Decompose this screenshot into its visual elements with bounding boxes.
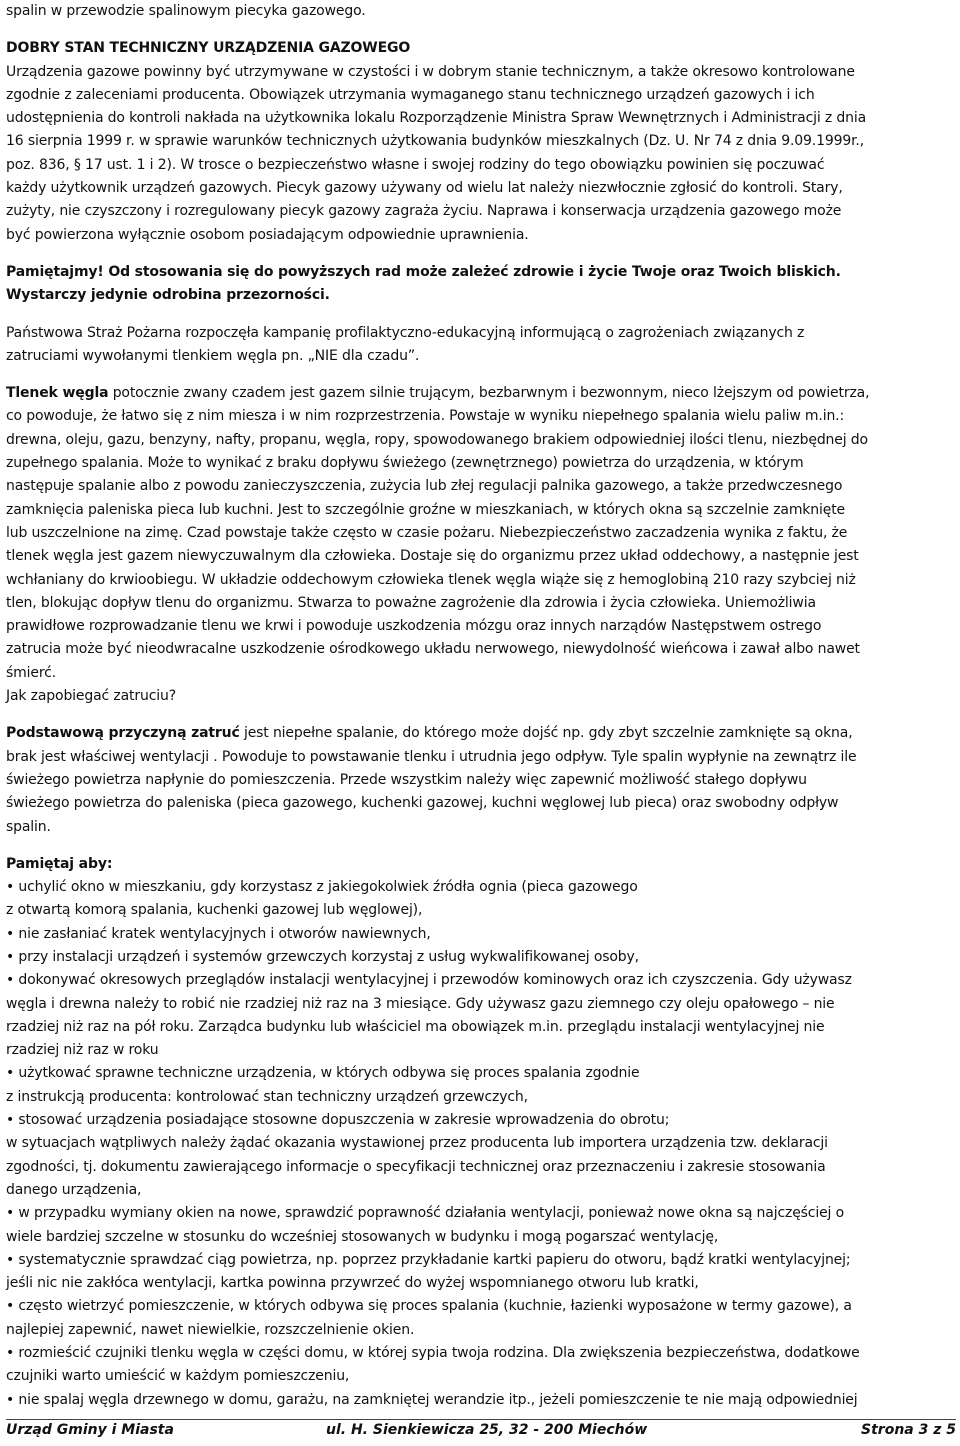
tip-line: • nie spalaj węgla drzewnego w domu, garażu, na zamkniętej werandzie itp., jeżeli pomieszczenie te nie mają odpowiedniej <box>6 1391 858 1408</box>
footer-divider <box>6 1419 956 1420</box>
cause-term: Podstawową przyczyną zatruć <box>6 725 240 742</box>
co-term: Tlenek węgla <box>6 385 109 402</box>
tip-line: • użytkować sprawne techniczne urządzenia, w których odbywa się proces spalania zgodnie <box>6 1065 640 1082</box>
tip-line: najlepiej zapewnić, nawet niewielkie, rozszczelnienie okien. <box>6 1321 415 1338</box>
footer-address: ul. H. Sienkiewicza 25, 32 - 200 Miechów <box>326 1422 648 1438</box>
tip-line: • często wietrzyć pomieszczenie, w których odbywa się proces spalania (kuchnie, łazienki wyposażone w termy gazowe), a <box>6 1298 852 1315</box>
tip-line: zgodności, tj. dokumentu zawierającego informacje o specyfikacji technicznej oraz przeznaczeniu i zakresie stosowania <box>6 1158 826 1175</box>
paragraph-line: świeżego powietrza do paleniska (pieca gazowego, kuchenki gazowej, kuchni węglowej lub pieca) oraz swobodny odpływ <box>6 795 839 812</box>
paragraph-line: drewna, oleju, gazu, benzyny, nafty, propanu, węgla, ropy, spowodowanego brakiem odpowiedniej ilości tlenu, niezbędnej do <box>6 431 868 448</box>
tip-line: jeśli nic nie zakłóca wentylacji, kartka powinna przywrzeć do wyżej wspomnianego otworu lub kratki, <box>6 1275 699 1292</box>
paragraph-line: zgodnie z zaleceniami producenta. Obowiązek utrzymania wymaganego stanu technicznego urządzeń gazowych i ich <box>6 86 815 103</box>
paragraph-line: tlenek węgla jest gazem niewyczuwalnym dla człowieka. Dostaje się do organizmu przez układ oddechowy, a następnie jest <box>6 548 859 565</box>
paragraph-line: zatrucia może być nieodwracalne uszkodzenie ośrodkowego układu nerwowego, niewydolność wieńcowa i zawał albo nawet <box>6 641 860 658</box>
question-line: Jak zapobiegać zatruciu? <box>6 688 176 705</box>
tip-line: • przy instalacji urządzeń i systemów grzewczych korzystaj z usług wykwalifikowanej osoby, <box>6 948 639 965</box>
paragraph-line: 16 sierpnia 1999 r. w sprawie warunków technicznych użytkowania budynków mieszkalnych (Dz. U. Nr 74 z dnia 9.09.1999r., <box>6 133 865 150</box>
paragraph-line: następuje spalanie albo z powodu zanieczyszczenia, zużycia lub złej regulacji palnika gazowego, a także przedwczesnego <box>6 478 843 495</box>
paragraph-line: zamknięcia paleniska pieca lub kuchni. Jest to szczególnie groźne w mieszkaniach, w których okna są szczelnie zamknięte <box>6 501 845 518</box>
tip-line: • rozmieścić czujniki tlenku węgla w części domu, w której sypia twoja rodzina. Dla zwiększenia bezpieczeństwa, dodatkowe <box>6 1345 860 1362</box>
campaign-line: Państwowa Straż Pożarna rozpoczęła kampanię profilaktyczno-edukacyjną informującą o zagrożeniach związanych z <box>6 324 805 341</box>
tip-line: • uchylić okno w mieszkaniu, gdy korzystasz z jakiegokolwiek źródła ognia (pieca gazowego <box>6 879 638 896</box>
paragraph-line: każdy użytkownik urządzeń gazowych. Piecyk gazowy używany od wielu lat należy niezwłocznie zgłosić do kontroli. Stary, <box>6 180 843 197</box>
paragraph-line: wchłaniany do krwioobiegu. W układzie oddechowym człowieka tlenek węgla wiąże się z hemoglobiną 210 razy szybciej niż <box>6 571 856 588</box>
paragraph-line: lub uszczelnione na zimę. Czad powstaje także często w czasie pożaru. Niebezpieczeństwo zaczadzenia wynika z faktu, że <box>6 524 848 541</box>
paragraph-line: zużyty, nie czyszczony i rozregulowany piecyk gazowy zagraża życiu. Naprawa i konserwacja urządzenia gazowego może <box>6 203 842 220</box>
remember-line: Pamiętajmy! Od stosowania się do powyższych rad może zależeć zdrowie i życie Twoje oraz Twoich bliskich. <box>6 263 841 280</box>
tip-line: węgla i drewna należy to robić nie rzadziej niż raz na 3 miesiące. Gdy używasz gazu ziemnego czy oleju opałowego – nie <box>6 995 835 1012</box>
tip-line: rzadziej niż raz na pół roku. Zarządca budynku lub właściciel ma obowiązek m.in. przeglądu instalacji wentylacyjnej nie <box>6 1018 825 1035</box>
paragraph-line: Urządzenia gazowe powinny być utrzymywane w czystości i w dobrym stanie technicznym, a także okresowo kontrolowane <box>6 63 855 80</box>
paragraph-line: być powierzona wyłącznie osobom posiadającym odpowiednie uprawnienia. <box>6 226 529 243</box>
co-line-rest: potocznie zwany czadem jest gazem silnie trującym, bezbarwnym i bezwonnym, nieco lżejszym od powietrza, <box>108 385 870 402</box>
tip-line: • dokonywać okresowych przeglądów instalacji wentylacyjnej i przewodów kominowych oraz ich czyszczenia. Gdy używasz <box>6 972 852 989</box>
tips-heading: Pamiętaj aby: <box>6 855 113 872</box>
tip-line: • nie zasłaniać kratek wentylacyjnych i otworów nawiewnych, <box>6 925 431 942</box>
footer-office-name: Urząd Gminy i Miasta <box>6 1422 174 1438</box>
tip-line: • w przypadku wymiany okien na nowe, sprawdzić poprawność działania wentylacji, ponieważ nowe okna są najczęściej o <box>6 1205 845 1222</box>
paragraph-line: śmierć. <box>6 664 56 681</box>
paragraph-line: świeżego powietrza napłynie do pomieszczenia. Przede wszystkim należy więc zapewnić możliwość stałego dopływu <box>6 771 807 788</box>
tip-line: w sytuacjach wątpliwych należy żądać okazania wystawionej przez producenta lub importera urządzenia tzw. deklaracji <box>6 1135 828 1152</box>
paragraph-line: co powoduje, że łatwo się z nim miesza i w nim rozprzestrzenia. Powstaje w wyniku niepełnego spalania wielu paliw m.in.: <box>6 408 845 425</box>
paragraph-line: poz. 836, § 17 ust. 1 i 2). W trosce o bezpieczeństwo własne i swojej rodziny do tego obowiązku powinien się poczuwać <box>6 156 825 173</box>
footer-page-number: Strona 3 z 5 <box>861 1422 956 1438</box>
paragraph-line: spalin. <box>6 818 51 835</box>
paragraph-line: udostępnienia do kontroli nakłada na użytkownika lokalu Rozporządzenie Ministra Spraw Wewnętrznych i Administracji z dnia <box>6 110 867 127</box>
document-page <box>6 0 956 1412</box>
section-heading-gas-device: DOBRY STAN TECHNICZNY URZĄDZENIA GAZOWEGO <box>6 40 411 57</box>
paragraph-line: brak jest właściwej wentylacji . Powoduje to powstawanie tlenku i utrudnia jego odpływ. Tyle spalin wypłynie na zewnątrz ile <box>6 748 857 765</box>
cause-paragraph-first-line <box>6 722 956 745</box>
tip-line: z instrukcją producenta: kontrolować stan techniczny urządzeń grzewczych, <box>6 1088 528 1105</box>
tip-line: wiele bardziej szczelne w stosunku do wcześniej stosowanych w budynku i mogą pogarszać wentylację, <box>6 1228 719 1245</box>
remember-line: Wystarczy jedynie odrobina przezorności. <box>6 287 330 304</box>
tip-line: czujniki warto umieścić w każdym pomieszczeniu, <box>6 1368 350 1385</box>
cause-line-rest: jest niepełne spalanie, do którego może dojść np. gdy zbyt szczelnie zamknięte są okna, <box>239 725 853 742</box>
co-paragraph-first-line <box>6 382 956 405</box>
paragraph-line: zupełnego spalania. Może to wynikać z braku dopływu świeżego (zewnętrznego) powietrza do urządzenia, w którym <box>6 455 804 472</box>
page-footer <box>6 1422 956 1444</box>
paragraph-line: prawidłowe rozprowadzanie tlenu we krwi i powoduje uszkodzenia mózgu oraz innych narządów Następstwem ostrego <box>6 618 822 635</box>
tip-line: rzadziej niż raz w roku <box>6 1042 159 1059</box>
paragraph-line: tlen, blokując dopływ tlenu do organizmu. Stwarza to poważne zagrożenie dla zdrowia i życia człowieka. Uniemożliwia <box>6 594 816 611</box>
tip-line: z otwartą komorą spalania, kuchenki gazowej lub węglowej), <box>6 902 423 919</box>
campaign-line: zatruciami wywołanymi tlenkiem węgla pn. „NIE dla czadu”. <box>6 347 420 364</box>
intro-line: spalin w przewodzie spalinowym piecyka gazowego. <box>6 3 366 19</box>
tip-line: • systematycznie sprawdzać ciąg powietrza, np. poprzez przykładanie kartki papieru do otworu, bądź kratki wentylacyjnej; <box>6 1251 851 1268</box>
tip-line: • stosować urządzenia posiadające stosowne dopuszczenia w zakresie wprowadzenia do obrotu; <box>6 1112 670 1129</box>
tip-line: danego urządzenia, <box>6 1181 142 1198</box>
